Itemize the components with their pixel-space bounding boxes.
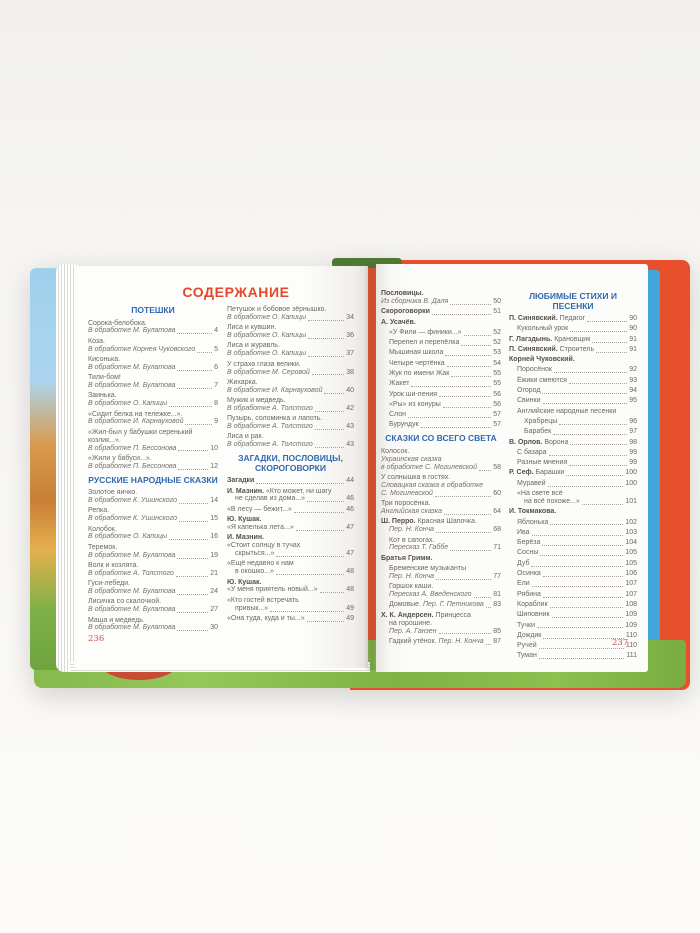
toc-entry: Английские народные песенки: [517, 407, 617, 415]
dot-leader: [169, 539, 208, 540]
toc-entry: Ш. Перро. Красная Шапочка. Пер. Н. Конча 68: [381, 518, 501, 534]
entry-page-number: 57: [493, 421, 501, 429]
toc-entry: «Кто гостей встречать привык...» 49: [227, 596, 354, 612]
toc-entry: Репка. В обработке К. Ушинского 15: [88, 507, 218, 523]
dot-leader: [461, 345, 491, 346]
toc-entry: Бурундук 57: [389, 421, 501, 429]
dot-leader: [559, 424, 627, 425]
toc-entry: П. Синявский. Педагог 90: [509, 315, 637, 322]
toc-entry: «Сидит белка на тележке...». В обработке И. Карнауховой 9: [88, 410, 218, 426]
entry-page-number: 108: [625, 600, 637, 608]
toc-entry: Лиса и кувшин. В обработке О. Капицы 36: [227, 324, 354, 340]
dot-leader: [553, 434, 627, 435]
entry-page-number: 19: [210, 551, 218, 559]
entry-page-number: 100: [625, 479, 637, 487]
entry-page-number: 30: [210, 624, 218, 632]
dot-leader: [450, 304, 491, 305]
toc-entry: Храбрецы 96: [524, 417, 637, 425]
dot-leader: [177, 388, 212, 389]
entry-page-number: 64: [493, 508, 501, 515]
entry-page-number: 15: [210, 515, 218, 523]
dot-leader: [450, 550, 491, 551]
entry-page-number: 7: [214, 382, 218, 390]
dot-leader: [177, 370, 212, 371]
dot-leader: [548, 486, 624, 487]
toc-entry: Тучки 109: [517, 621, 637, 629]
entry-page-number: 16: [210, 533, 218, 541]
toc-entry: Братья Гримм.: [381, 554, 433, 562]
toc-entry: Заинька. В обработке О. Капицы 8: [88, 392, 218, 408]
toc-entry: Шиповник 109: [517, 611, 637, 619]
toc-entry: «Жил-был у бабушки серенький козлик...». В обработке П. Бессонова 10: [88, 428, 218, 452]
dot-leader: [539, 658, 624, 659]
toc-entry: Сорока-белобока. В обработке М. Булатова 4: [88, 319, 218, 335]
entry-page-number: 55: [493, 380, 501, 388]
toc-entry: Х. К. Андерсен. Принцесса на горошине. Пер. А. Ганзен 85: [381, 611, 501, 635]
dot-leader: [543, 576, 623, 577]
dot-leader: [479, 470, 491, 471]
toc-entry: Лисичка со скалочкой. В обработке М. Булатова 27: [88, 598, 218, 614]
entry-page-number: 56: [493, 390, 501, 398]
toc-entry: Берёза 104: [517, 539, 637, 547]
dot-leader: [439, 633, 492, 634]
entry-page-number: 99: [629, 459, 637, 467]
entry-page-number: 102: [625, 518, 637, 526]
entry-page-number: 58: [493, 463, 501, 471]
entry-page-number: 38: [346, 368, 354, 376]
section-header: ЗАГАДКИ, ПОСЛОВИЦЫ, СКОРОГОВОРКИ: [238, 453, 343, 473]
dot-leader: [552, 617, 624, 618]
toc-entry: Ручей 110: [517, 642, 637, 650]
dot-leader: [178, 450, 208, 451]
toc-entry: П. Синявский. Строитель 91: [509, 345, 637, 353]
toc-entry: Бременские музыканты Пер. Н. Конча 77: [389, 565, 501, 580]
toc-entry: Ива 103: [517, 528, 637, 536]
dot-leader: [443, 407, 491, 408]
toc-entry: «Жили у бабуси...». В обработке П. Бессонова 12: [88, 454, 218, 470]
toc-entry: Три поросёнка. Английская сказка 64: [381, 500, 501, 515]
entry-page-number: 21: [210, 569, 218, 577]
entry-page-number: 109: [625, 621, 637, 629]
entry-page-number: 9: [214, 418, 218, 426]
entry-page-number: 37: [346, 350, 354, 358]
page-number-right: 237: [612, 638, 629, 648]
toc-entry: Четыре чертёнка 54: [389, 359, 501, 367]
dot-leader: [486, 607, 491, 608]
toc-entry: Кораблик 108: [517, 600, 637, 608]
toc-entry: Волк и козлята. В обработке А. Толстого 21: [88, 561, 218, 577]
dot-leader: [324, 393, 344, 394]
toc-entry: Сосны 105: [517, 549, 637, 557]
dot-leader: [308, 338, 344, 339]
dot-leader: [569, 383, 627, 384]
entry-page-number: 47: [346, 523, 354, 531]
dot-leader: [296, 530, 344, 531]
dot-leader: [550, 524, 623, 525]
toc-entry: Туман 111: [517, 652, 637, 660]
entry-page-number: 105: [625, 559, 637, 567]
dot-leader: [464, 335, 492, 336]
dot-leader: [177, 558, 208, 559]
toc-entry: Пузырь, соломинка и лапоть. В обработке А. Толстого 43: [227, 415, 354, 431]
dot-leader: [549, 455, 628, 456]
dot-leader: [570, 331, 627, 332]
dot-leader: [540, 555, 623, 556]
toc-title: СОДЕРЖАНИЕ: [182, 284, 290, 300]
entry-page-number: 52: [493, 339, 501, 347]
toc-entry: У солнышка в гостях. Словацкая сказка в обработке С. Могилевской 60: [381, 473, 501, 497]
dot-leader: [177, 594, 208, 595]
entry-page-number: 43: [346, 441, 354, 449]
toc-entry: Рябина 107: [517, 590, 637, 598]
dot-leader: [531, 566, 623, 567]
dot-leader: [308, 356, 344, 357]
entry-page-number: 91: [629, 335, 637, 343]
dot-leader: [532, 535, 624, 536]
toc-entry: Слон 57: [389, 411, 501, 419]
dot-leader: [447, 366, 492, 367]
toc-entry: Мужик и медведь. В обработке А. Толстого 42: [227, 397, 354, 412]
entry-page-number: 36: [346, 332, 354, 340]
entry-page-number: 103: [625, 528, 637, 536]
entry-page-number: 101: [625, 497, 637, 505]
entry-page-number: 93: [629, 376, 637, 384]
dot-leader: [537, 627, 623, 628]
dot-leader: [587, 321, 627, 322]
toc-entry: Огород 94: [517, 387, 637, 395]
entry-page-number: 42: [346, 404, 354, 412]
entry-page-number: 46: [346, 505, 354, 513]
toc-entry: А. Усачёв.: [381, 318, 416, 326]
dot-leader: [307, 621, 345, 622]
toc-entry: Кукольный урок 90: [517, 325, 637, 333]
toc-entry: Урок ши-пения 56: [389, 390, 501, 398]
toc-entry: «Она туда, куда и ты...» 49: [227, 614, 354, 622]
dot-leader: [543, 597, 623, 598]
toc-entry: «Ры» из конуры 56: [389, 400, 501, 408]
toc-entry: «На свете всё на всё похоже...» 101: [517, 490, 637, 505]
entry-page-number: 104: [625, 539, 637, 547]
entry-page-number: 107: [625, 590, 637, 598]
toc-entry: Петушок и бобовое зёрнышко. В обработке О. Капицы 34: [227, 306, 354, 321]
dot-leader: [554, 372, 627, 373]
toc-entry: Корней Чуковский.: [509, 356, 575, 364]
toc-entry: Ёжики смеются 93: [517, 376, 637, 384]
entry-page-number: 110: [625, 631, 637, 639]
dot-leader: [197, 352, 212, 353]
entry-page-number: 54: [493, 359, 501, 367]
section-header: РУССКИЕ НАРОДНЫЕ СКАЗКИ: [88, 474, 218, 485]
toc-entry: Пословицы. Из сборника В. Даля 50: [381, 290, 501, 305]
toc-entry: Кот в сапогах. Пересказ Т. Габбе 71: [389, 536, 501, 552]
dot-leader: [474, 597, 492, 598]
dot-leader: [315, 429, 344, 430]
entry-page-number: 57: [493, 411, 501, 419]
toc-entry: Жихарка. В обработке И. Карнауховой 40: [227, 378, 354, 394]
dot-leader: [436, 532, 491, 533]
dot-leader: [539, 648, 624, 649]
entry-page-number: 99: [629, 448, 637, 456]
dot-leader: [542, 545, 623, 546]
toc-entry: Дождик 110: [517, 631, 637, 639]
entry-page-number: 110: [625, 642, 637, 650]
entry-page-number: 52: [493, 328, 501, 336]
dot-leader: [177, 333, 212, 334]
entry-page-number: 40: [346, 386, 354, 394]
toc-entry: Тили-бом! В обработке М. Булатова 7: [88, 374, 218, 390]
dot-leader: [276, 556, 344, 557]
toc-entry: Осинка 106: [517, 570, 637, 578]
entry-page-number: 27: [210, 606, 218, 614]
toc-entry: Горшок каши. Пересказ А. Введенского 81: [389, 583, 501, 599]
toc-entry: Барабек 97: [524, 428, 637, 436]
right-page: [376, 264, 648, 672]
entry-page-number: 90: [629, 325, 637, 333]
toc-entry: Жакет 55: [389, 380, 501, 388]
toc-entry: «Ещё недавно к нам в окошко...» 48: [227, 560, 354, 576]
toc-entry: Перепел и перепёлка 52: [389, 339, 501, 347]
dot-leader: [436, 579, 491, 580]
toc-entry: Муравей 100: [517, 479, 637, 487]
entry-page-number: 95: [629, 397, 637, 405]
toc-entry: Скороговорки 51: [381, 308, 501, 316]
entry-page-number: 87: [493, 637, 501, 645]
toc-entry: Лиса и журавль. В обработке О. Капицы 37: [227, 342, 354, 358]
dot-leader: [421, 427, 492, 428]
dot-leader: [178, 469, 208, 470]
entry-page-number: 94: [629, 387, 637, 395]
dot-leader: [542, 393, 627, 394]
toc-entry: У страха глаза велики. В обработке М. Серовой 38: [227, 360, 354, 376]
entry-page-number: 5: [214, 345, 218, 353]
left-page: [74, 266, 368, 668]
entry-page-number: 68: [493, 526, 501, 534]
toc-entry: Маша и медведь. В обработке М. Булатова 30: [88, 616, 218, 632]
entry-page-number: 111: [626, 652, 637, 660]
toc-entry: Свинки 95: [517, 397, 637, 405]
dot-leader: [445, 355, 491, 356]
toc-entry: Гадкий утёнок. Пер. Н. Конча 87: [389, 637, 501, 645]
dot-leader: [307, 501, 344, 502]
toc-entry: И. Токмакова.: [509, 508, 557, 516]
dot-leader: [408, 417, 491, 418]
entry-page-number: 91: [629, 345, 637, 353]
dot-leader: [312, 374, 344, 375]
toc-entry: Кисонька. В обработке М. Булатова 6: [88, 355, 218, 371]
toc-entry: И. Мазнин. «Кто может, ни шагу не сделав из дома...» 46: [227, 487, 354, 503]
entry-page-number: 4: [214, 327, 218, 335]
toc-entry: Разные мнения 99: [517, 459, 637, 467]
entry-page-number: 50: [493, 297, 501, 305]
entry-page-number: 107: [625, 580, 637, 588]
dot-leader: [179, 521, 208, 522]
toc-entry: Гуси-лебеди. В обработке М. Булатова 24: [88, 580, 218, 596]
toc-entry: Ю. Кушак. «Я капелька лета...» 47: [227, 516, 354, 531]
entry-page-number: 90: [629, 315, 637, 322]
dot-leader: [451, 376, 491, 377]
dot-leader: [569, 465, 627, 466]
dot-leader: [439, 396, 491, 397]
entry-page-number: 105: [625, 549, 637, 557]
dot-leader: [444, 514, 491, 515]
entry-page-number: 53: [493, 349, 501, 357]
dot-leader: [550, 607, 624, 608]
entry-page-number: 48: [346, 568, 354, 576]
entry-page-number: 71: [493, 544, 501, 552]
toc-entry: Коза. В обработке Корнея Чуковского 5: [88, 337, 218, 353]
entry-page-number: 96: [629, 417, 637, 425]
entry-page-number: 77: [493, 572, 501, 580]
dot-leader: [570, 444, 627, 445]
dot-leader: [435, 496, 491, 497]
entry-page-number: 100: [625, 469, 637, 477]
dot-leader: [582, 504, 623, 505]
dot-leader: [270, 611, 344, 612]
entry-page-number: 46: [346, 495, 354, 503]
dot-leader: [176, 576, 208, 577]
page-number-left: 236: [88, 634, 105, 644]
toc-entry: Яблонька 102: [517, 518, 637, 526]
toc-entry: Р. Сеф. Барашки 100: [509, 469, 637, 477]
toc-entry: Г. Лагздынь. Крановщик 91: [509, 335, 637, 343]
dot-leader: [532, 586, 624, 587]
toc-entry: Поросёнок 92: [517, 366, 637, 374]
toc-entry: Теремок. В обработке М. Булатова 19: [88, 543, 218, 559]
toc-entry: Загадки 44: [227, 477, 354, 485]
entry-page-number: 109: [625, 611, 637, 619]
entry-page-number: 49: [346, 604, 354, 612]
dot-leader: [308, 320, 344, 321]
toc-entry: Лиса и рак. В обработке А. Толстого 43: [227, 433, 354, 449]
dot-leader: [566, 475, 623, 476]
entry-page-number: 34: [346, 313, 354, 321]
dot-leader: [256, 483, 344, 484]
toc-column: [227, 306, 354, 625]
dot-leader: [276, 574, 344, 575]
toc-entry: Колобок. В обработке О. Капицы 16: [88, 525, 218, 541]
dot-leader: [543, 403, 628, 404]
entry-page-number: 6: [214, 363, 218, 371]
dot-leader: [294, 512, 344, 513]
dot-leader: [486, 644, 492, 645]
toc-entry: «В лесу — бежит...» 46: [227, 505, 354, 513]
entry-page-number: 8: [214, 400, 218, 408]
entry-page-number: 85: [493, 627, 501, 635]
entry-page-number: 55: [493, 369, 501, 377]
dot-leader: [315, 447, 344, 448]
entry-page-number: 51: [493, 308, 501, 316]
dot-leader: [596, 352, 627, 353]
entry-page-number: 24: [210, 588, 218, 596]
dot-leader: [185, 424, 212, 425]
section-header: ЛЮБИМЫЕ СТИХИ И ПЕСЕНКИ: [529, 291, 617, 311]
entry-page-number: 106: [625, 570, 637, 578]
toc-entry: И. Мазнин. «Стоит солнцу в тучах скрыться...» 47: [227, 534, 354, 558]
toc-entry: Домовые. Пер. Г. Петникова 83: [389, 601, 501, 609]
entry-page-number: 97: [629, 428, 637, 436]
entry-page-number: 81: [493, 591, 501, 599]
section-header: ПОТЕШКИ: [131, 305, 175, 315]
toc-entry: В. Орлов. Ворона 98: [509, 438, 637, 446]
dot-leader: [315, 411, 344, 412]
entry-page-number: 47: [346, 550, 354, 558]
entry-page-number: 92: [629, 366, 637, 374]
toc-entry: «У Фили — финики...» 52: [389, 328, 501, 336]
dot-leader: [592, 342, 627, 343]
toc-entry: Золотое яичко. В обработке К. Ушинского 14: [88, 489, 218, 505]
toc-entry: С базара 99: [517, 448, 637, 456]
dot-leader: [432, 314, 491, 315]
toc-entry: Ели 107: [517, 580, 637, 588]
dot-leader: [177, 612, 208, 613]
toc-entry: Ю. Кушак. «У меня приятель новый...» 48: [227, 578, 354, 594]
entry-page-number: 44: [346, 477, 354, 485]
entry-page-number: 60: [493, 489, 501, 497]
toc-column: [88, 306, 218, 635]
entry-page-number: 12: [210, 462, 218, 470]
entry-page-number: 43: [346, 423, 354, 431]
dot-leader: [179, 503, 208, 504]
entry-page-number: 49: [346, 614, 354, 622]
dot-leader: [169, 406, 212, 407]
toc-column: [381, 290, 501, 648]
entry-page-number: 98: [629, 438, 637, 446]
entry-page-number: 14: [210, 497, 218, 505]
toc-entry: Дуб 105: [517, 559, 637, 567]
toc-entry: Колосок. Украинская сказка в обработке С. Могилевской 58: [381, 447, 501, 471]
entry-page-number: 56: [493, 400, 501, 408]
book: [30, 258, 690, 692]
toc-column: [509, 292, 637, 663]
dot-leader: [177, 630, 208, 631]
toc-entry: Жук по имени Жак 55: [389, 369, 501, 377]
entry-page-number: 10: [210, 444, 218, 452]
toc-entry: Мышиная школа 53: [389, 349, 501, 357]
entry-page-number: 83: [493, 601, 501, 609]
dot-leader: [411, 386, 491, 387]
section-header: СКАЗКИ СО ВСЕГО СВЕТА: [385, 433, 497, 444]
entry-page-number: 48: [346, 586, 354, 594]
dot-leader: [320, 592, 345, 593]
